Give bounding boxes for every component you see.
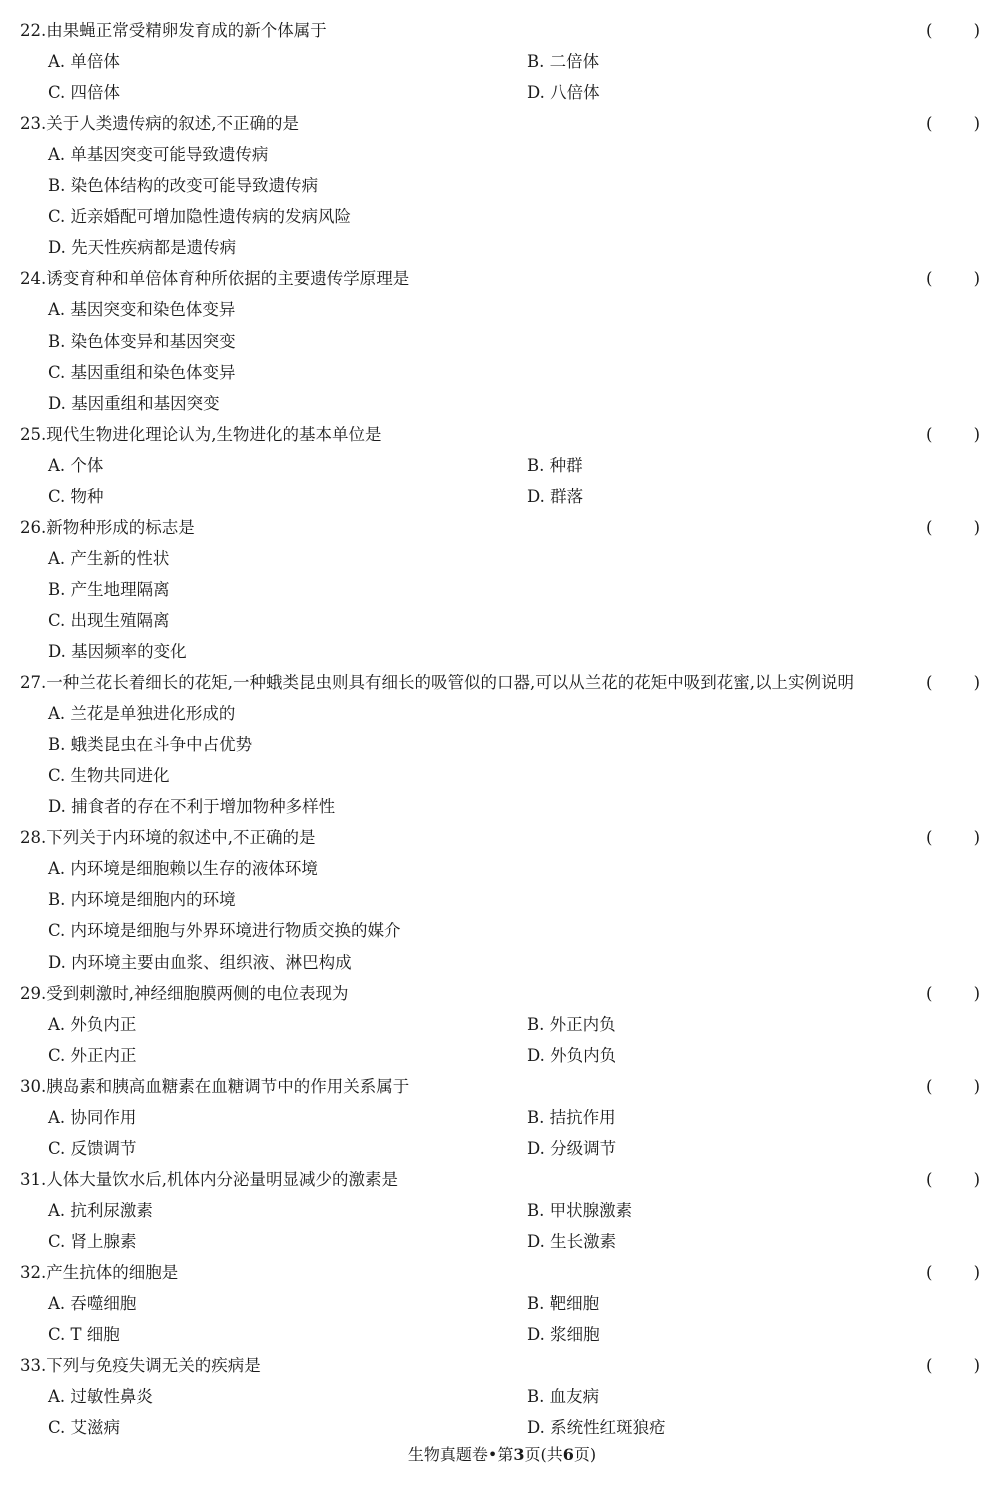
answer-option: C. 生物共同进化	[48, 766, 170, 786]
paren-close: )	[973, 424, 980, 444]
answer-option: A. 吞噬细胞	[48, 1294, 137, 1314]
answer-option: A. 抗利尿激素	[48, 1200, 153, 1220]
answer-option: A. 产生新的性状	[48, 548, 170, 568]
answer-parentheses	[926, 822, 984, 853]
answer-parentheses	[926, 419, 984, 450]
paren-close: )	[973, 1076, 980, 1096]
answer-parentheses	[926, 1164, 984, 1195]
paren-open: (	[926, 114, 933, 134]
question-stem: 28.下列关于内环境的叙述中,不正确的是	[20, 828, 316, 848]
answer-option: B. 甲状腺激素	[527, 1200, 633, 1220]
answer-option: D. 捕食者的存在不利于增加物种多样性	[48, 797, 336, 817]
answer-option: D. 浆细胞	[527, 1325, 600, 1345]
answer-parentheses	[926, 1350, 984, 1381]
question-stem: 24.诱变育种和单倍体育种所依据的主要遗传学原理是	[20, 269, 410, 289]
paren-close: )	[973, 21, 980, 40]
answer-option: A. 个体	[48, 455, 104, 475]
footer-subject: 生物真题卷	[407, 1445, 488, 1464]
question-stem: 22.由果蝇正常受精卵发育成的新个体属于	[20, 21, 327, 40]
answer-option: C. 物种	[48, 486, 104, 506]
paren-open: (	[926, 983, 933, 1003]
question-stem: 29.受到刺激时,神经细胞膜两侧的电位表现为	[20, 983, 349, 1003]
paren-open: (	[926, 828, 933, 848]
paren-open: (	[926, 1356, 933, 1376]
paren-open: (	[926, 424, 933, 444]
answer-option: C. 内环境是细胞与外界环境进行物质交换的媒介	[48, 921, 401, 941]
answer-parentheses	[926, 512, 984, 543]
paren-open: (	[926, 1263, 933, 1282]
answer-option: D. 生长激素	[527, 1231, 617, 1251]
answer-option: B. 二倍体	[527, 52, 600, 72]
answer-option: D. 分级调节	[527, 1138, 617, 1158]
answer-parentheses	[926, 263, 984, 294]
answer-option: D. 外负内负	[527, 1045, 617, 1065]
paren-open: (	[926, 1169, 933, 1189]
answer-option: A. 单倍体	[48, 52, 120, 72]
answer-option: C. 出现生殖隔离	[48, 610, 170, 630]
answer-option: C. 基因重组和染色体变异	[48, 362, 236, 382]
question-stem: 30.胰岛素和胰高血糖素在血糖调节中的作用关系属于	[20, 1076, 410, 1096]
paren-open: (	[926, 21, 933, 40]
answer-option: B. 内环境是细胞内的环境	[48, 890, 236, 910]
footer-total-pages: 6	[562, 1445, 574, 1464]
paren-open: (	[926, 1076, 933, 1096]
answer-parentheses	[926, 978, 984, 1009]
answer-option: A. 外负内正	[48, 1014, 137, 1034]
answer-parentheses	[926, 1071, 984, 1102]
answer-parentheses	[926, 15, 984, 46]
answer-option: D. 基因频率的变化	[48, 642, 187, 661]
answer-option: D. 群落	[527, 486, 584, 506]
answer-option: B. 拮抗作用	[527, 1107, 616, 1127]
answer-option: B. 外正内负	[527, 1014, 616, 1034]
answer-option: A. 过敏性鼻炎	[48, 1387, 153, 1407]
answer-option: D. 内环境主要由血浆、组织液、淋巴构成	[48, 952, 352, 972]
answer-option: C. 肾上腺素	[48, 1231, 137, 1251]
paren-close: )	[973, 1169, 980, 1189]
paren-close: )	[973, 673, 980, 693]
paren-close: )	[973, 1356, 980, 1376]
paren-close: )	[973, 1263, 980, 1282]
answer-option: D. 先天性疾病都是遗传病	[48, 238, 237, 258]
paren-close: )	[973, 828, 980, 848]
answer-option: A. 单基因突变可能导致遗传病	[48, 145, 269, 165]
answer-option: A. 协同作用	[48, 1107, 137, 1127]
answer-option: B. 蛾类昆虫在斗争中占优势	[48, 735, 253, 755]
answer-option: C. 外正内正	[48, 1045, 137, 1065]
answer-option: B. 染色体结构的改变可能导致遗传病	[48, 176, 319, 196]
answer-option: D. 系统性红斑狼疮	[527, 1418, 666, 1438]
answer-option: B. 产生地理隔离	[48, 579, 170, 599]
paren-close: )	[973, 517, 980, 537]
answer-option: C. 艾滋病	[48, 1418, 121, 1438]
question-stem: 25.现代生物进化理论认为,生物进化的基本单位是	[20, 424, 382, 444]
paren-close: )	[973, 269, 980, 289]
question-stem: 33.下列与免疫失调无关的疾病是	[20, 1356, 261, 1376]
paren-open: (	[926, 269, 933, 289]
paren-close: )	[973, 983, 980, 1003]
footer-page-number: 3	[513, 1445, 525, 1464]
answer-option: C. 反馈调节	[48, 1138, 137, 1158]
answer-parentheses	[926, 1257, 984, 1288]
answer-option: A. 内环境是细胞赖以生存的液体环境	[48, 859, 318, 879]
answer-option: C. 四倍体	[48, 83, 121, 103]
paren-close: )	[973, 114, 980, 134]
answer-option: B. 染色体变异和基因突变	[48, 331, 236, 351]
answer-option: A. 兰花是单独进化形成的	[48, 704, 236, 724]
answer-option: C. 近亲婚配可增加隐性遗传病的发病风险	[48, 207, 352, 227]
paren-open: (	[926, 673, 933, 693]
page-footer: 生物真题卷•第3页(共6页)	[407, 1445, 597, 1464]
question-stem: 23.关于人类遗传病的叙述,不正确的是	[20, 114, 299, 134]
answer-option: B. 靶细胞	[527, 1294, 600, 1314]
answer-option: D. 基因重组和基因突变	[48, 393, 220, 413]
question-stem: 31.人体大量饮水后,机体内分泌量明显减少的激素是	[20, 1169, 398, 1189]
answer-parentheses	[926, 667, 984, 698]
question-stem: 32.产生抗体的细胞是	[20, 1263, 179, 1282]
paren-open: (	[926, 517, 933, 537]
answer-option: B. 种群	[527, 455, 583, 475]
answer-option: B. 血友病	[527, 1387, 600, 1407]
question-stem: 26.新物种形成的标志是	[20, 517, 195, 537]
answer-option: D. 八倍体	[527, 83, 600, 103]
question-stem: 27.一种兰花长着细长的花矩,一种蛾类昆虫则具有细长的吸管似的口器,可以从兰花的花矩中吸到花蜜,以上实例说明	[20, 673, 854, 693]
answer-option: C. T 细胞	[48, 1325, 120, 1345]
answer-option: A. 基因突变和染色体变异	[48, 300, 236, 320]
answer-parentheses	[926, 108, 984, 139]
